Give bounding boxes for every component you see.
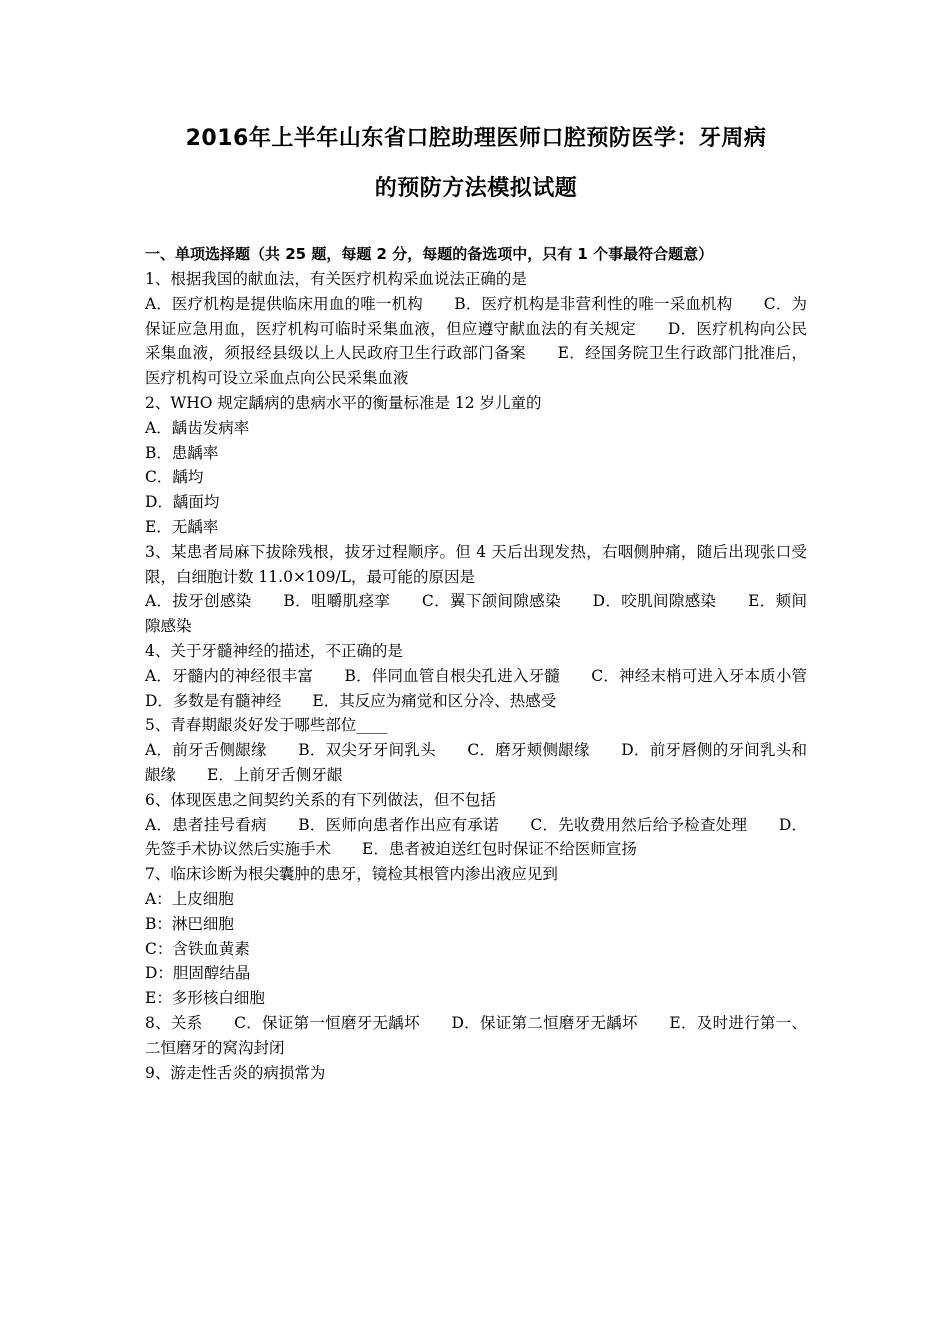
option-line: C．龋均 <box>145 468 204 487</box>
question-stem: 9、游走性舌炎的病损常为 <box>145 1063 326 1082</box>
question-options: A．拔牙创感染 B．咀嚼肌痉挛 C．翼下颌间隙感染 D．咬肌间隙感染 E．颊间隙感染 <box>145 592 807 636</box>
option-line: B．患龋率 <box>145 443 219 462</box>
question-stem: 1、根据我国的献血法，有关医疗机构采血说法正确的是 <box>145 270 527 288</box>
question-stem: 2、WHO 规定龋病的患病水平的衡量标准是 12 岁儿童的 <box>145 393 542 412</box>
question-stem: 7、临床诊断为根尖囊肿的患牙，镜检其根管内渗出液应见到 <box>145 865 558 884</box>
question-stem: 3、某患者局麻下拔除残根，拔牙过程顺序。但 4 天后出现发热，右咽侧肿痛，随后出现张口受限，白细胞计数 11.0×109/L，最可能的原因是 <box>145 542 807 586</box>
question-stem: 4、关于牙髓神经的描述，不正确的是 <box>145 641 403 660</box>
question-options: A．前牙舌侧龈缘 B．双尖牙牙间乳头 C．磨牙颊侧龈缘 D．前牙唇侧的牙间乳头和龈缘 E．上前牙舌侧牙龈 <box>145 741 807 784</box>
document-title <box>145 114 807 214</box>
question-5 <box>145 713 807 787</box>
option-line: E：多形核白细胞 <box>145 989 265 1008</box>
section-heading: 一、单项选择题（共 25 题，每题 2 分，每题的备选项中，只有 1 个事最符合题意） <box>145 245 714 263</box>
title-line-1: 2016年上半年山东省口腔助理医师口腔预防医学：牙周病 <box>185 126 767 151</box>
question-8 <box>145 1011 807 1061</box>
question-options: A．医疗机构是提供临床用血的唯一机构 B．医疗机构是非营利性的唯一采血机构 C．为保证应急用血，医疗机构可临时采集血液，但应遵守献血法的有关规定 D．医疗机构向公民采集血液，须报经县级以上人民政府卫生行政部门备案 E．经国务院卫生行政部门批准后，医疗机构可设立采血点向公民采集血液 <box>145 294 807 388</box>
question-4 <box>145 639 839 713</box>
question-options: A．患者挂号看病 B．医师向患者作出应有承诺 C．先收费用然后给予检查处理 D．先签手术协议然后实施手术 E．患者被迫送红包时保证不给医师宣扬 <box>145 815 807 859</box>
option-line: B：淋巴细胞 <box>145 914 234 933</box>
option-line: E．无龋率 <box>145 517 219 536</box>
option-line: D．龋面均 <box>145 493 220 512</box>
option-line: D：胆固醇结晶 <box>145 964 251 983</box>
question-7 <box>145 862 807 1011</box>
question-3 <box>145 540 807 639</box>
option-line: A．龋齿发病率 <box>145 418 250 437</box>
question-options: A．牙髓内的神经很丰富 B．伴同血管自根尖孔进入牙髓 C．神经末梢可进入牙本质小管 D．多数是有髓神经 E．其反应为痛觉和区分冷、热感受 <box>145 666 839 710</box>
question-stem: 5、青春期龈炎好发于哪些部位____ <box>145 716 388 735</box>
title-line-2: 的预防方法模拟试题 <box>374 176 578 201</box>
question-stem: 8、关系 C．保证第一恒磨牙无龋坏 D．保证第二恒磨牙无龋坏 E．及时进行第一、二恒磨牙的窝沟封闭 <box>145 1013 807 1057</box>
option-line: C：含铁血黄素 <box>145 939 250 958</box>
question-1 <box>145 267 807 391</box>
question-6 <box>145 788 807 862</box>
question-2 <box>145 391 807 540</box>
question-stem: 6、体现医患之间契约关系的有下列做法，但不包括 <box>145 790 496 809</box>
option-line: A：上皮细胞 <box>145 889 234 908</box>
question-9 <box>145 1061 807 1086</box>
document-page <box>145 114 839 1085</box>
